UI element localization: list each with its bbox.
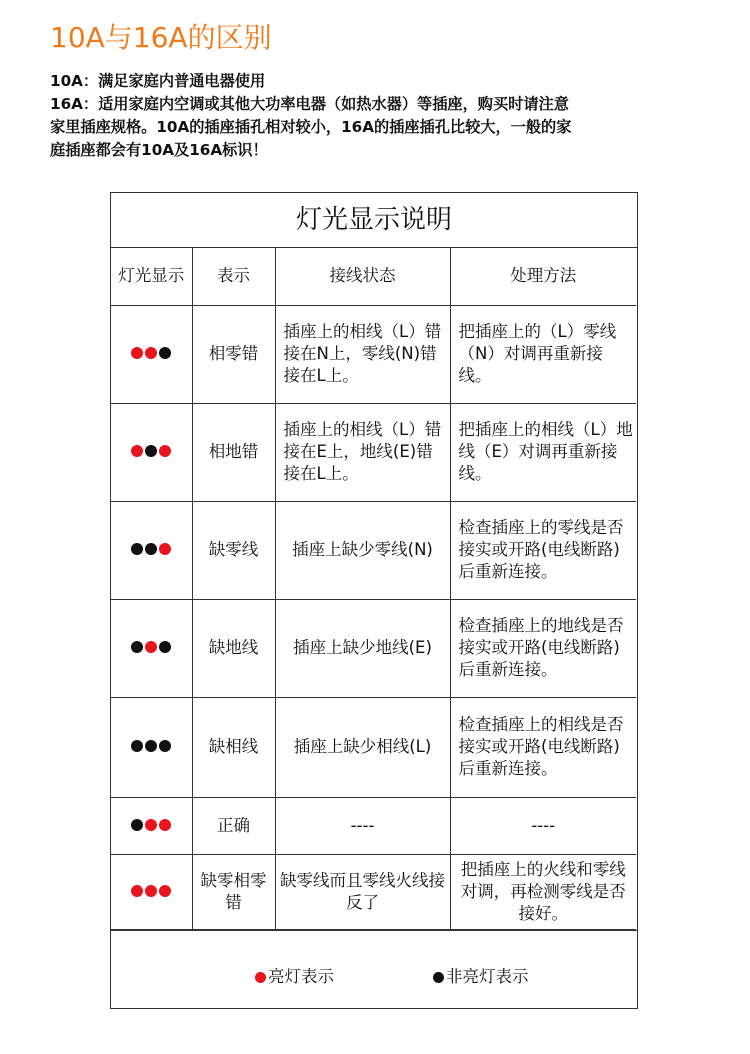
solution-cell: 检查插座上的零线是否接实或开路(电线断路)后重新连接。 [450, 501, 636, 599]
column-header-meaning: 表示 [192, 248, 275, 305]
light-cell [111, 305, 192, 403]
red-dot-icon [145, 641, 157, 653]
indicator-lights [131, 445, 171, 457]
description [50, 70, 700, 162]
table-row [111, 854, 636, 929]
red-dot-icon [255, 972, 266, 983]
black-dot-icon [131, 641, 143, 653]
indicator-lights [131, 543, 171, 555]
solution-cell: ---- [450, 797, 636, 854]
column-header-wiring: 接线状态 [275, 248, 450, 305]
solution-cell: 把插座上的（L）零线（N）对调再重新接线。 [450, 305, 636, 403]
meaning-cell: 相零错 [192, 305, 275, 403]
description-line: 10A：满足家庭内普通电器使用 [50, 72, 266, 90]
table-row [111, 599, 636, 697]
solution-cell: 检查插座上的相线是否接实或开路(电线断路)后重新连接。 [450, 697, 636, 797]
description-line: 家里插座规格。10A的插座插孔相对较小，16A的插座插孔比较大，一般的家 [50, 118, 572, 136]
table-title: 灯光显示说明 [111, 193, 637, 248]
wiring-cell: ---- [275, 797, 450, 854]
red-dot-icon [159, 819, 171, 831]
black-dot-icon [145, 445, 157, 457]
meaning-cell: 相地错 [192, 403, 275, 501]
legend-area [111, 930, 637, 1009]
black-dot-icon [159, 740, 171, 752]
legend-off [433, 966, 529, 988]
description-line: 16A：适用家庭内空调或其他大功率电器（如热水器）等插座，购买时请注意 [50, 95, 569, 113]
red-dot-icon [131, 885, 143, 897]
red-dot-icon [145, 819, 157, 831]
red-dot-icon [131, 347, 143, 359]
indicator-lights [131, 819, 171, 831]
light-indicator-table [111, 248, 636, 930]
solution-cell: 检查插座上的地线是否接实或开路(电线断路)后重新连接。 [450, 599, 636, 697]
meaning-cell: 缺零相零错 [192, 854, 275, 929]
legend-on-label: 亮灯表示 [268, 967, 334, 986]
table-header-row [111, 248, 636, 305]
meaning-cell: 缺零线 [192, 501, 275, 599]
black-dot-icon [131, 740, 143, 752]
light-cell [111, 599, 192, 697]
meaning-cell: 正确 [192, 797, 275, 854]
wiring-cell: 插座上缺少零线(N) [275, 501, 450, 599]
red-dot-icon [145, 885, 157, 897]
indicator-lights [131, 347, 171, 359]
table-row [111, 501, 636, 599]
table-row [111, 797, 636, 854]
wiring-cell: 插座上缺少地线(E) [275, 599, 450, 697]
wiring-cell: 插座上缺少相线(L) [275, 697, 450, 797]
meaning-cell: 缺地线 [192, 599, 275, 697]
table-row [111, 697, 636, 797]
light-cell [111, 854, 192, 929]
intro-section [50, 18, 700, 162]
black-dot-icon [145, 543, 157, 555]
red-dot-icon [159, 543, 171, 555]
wiring-cell: 插座上的相线（L）错接在N上，零线(N)错接在L上。 [275, 305, 450, 403]
black-dot-icon [131, 543, 143, 555]
wiring-cell: 插座上的相线（L）错接在E上，地线(E)错接在L上。 [275, 403, 450, 501]
legend-on [255, 966, 334, 988]
column-header-light: 灯光显示 [111, 248, 192, 305]
red-dot-icon [159, 885, 171, 897]
black-dot-icon [433, 972, 444, 983]
light-cell [111, 697, 192, 797]
page-title: 10A与16A的区别 [50, 21, 272, 54]
legend-off-label: 非亮灯表示 [446, 967, 529, 986]
table-row [111, 403, 636, 501]
indicator-lights [131, 641, 171, 653]
black-dot-icon [159, 641, 171, 653]
light-indicator-card [110, 192, 638, 1009]
red-dot-icon [131, 445, 143, 457]
black-dot-icon [159, 347, 171, 359]
light-cell [111, 501, 192, 599]
solution-cell: 把插座上的相线（L）地线（E）对调再重新接线。 [450, 403, 636, 501]
meaning-cell: 缺相线 [192, 697, 275, 797]
description-line: 庭插座都会有10A及16A标识！ [50, 141, 268, 159]
table-row [111, 305, 636, 403]
wiring-cell: 缺零线而且零线火线接反了 [275, 854, 450, 929]
black-dot-icon [131, 819, 143, 831]
light-cell [111, 403, 192, 501]
solution-cell: 把插座上的火线和零线对调，再检测零线是否接好。 [450, 854, 636, 929]
black-dot-icon [145, 740, 157, 752]
indicator-lights [131, 740, 171, 752]
red-dot-icon [145, 347, 157, 359]
indicator-lights [131, 885, 171, 897]
column-header-solution: 处理方法 [450, 248, 636, 305]
red-dot-icon [159, 445, 171, 457]
light-cell [111, 797, 192, 854]
